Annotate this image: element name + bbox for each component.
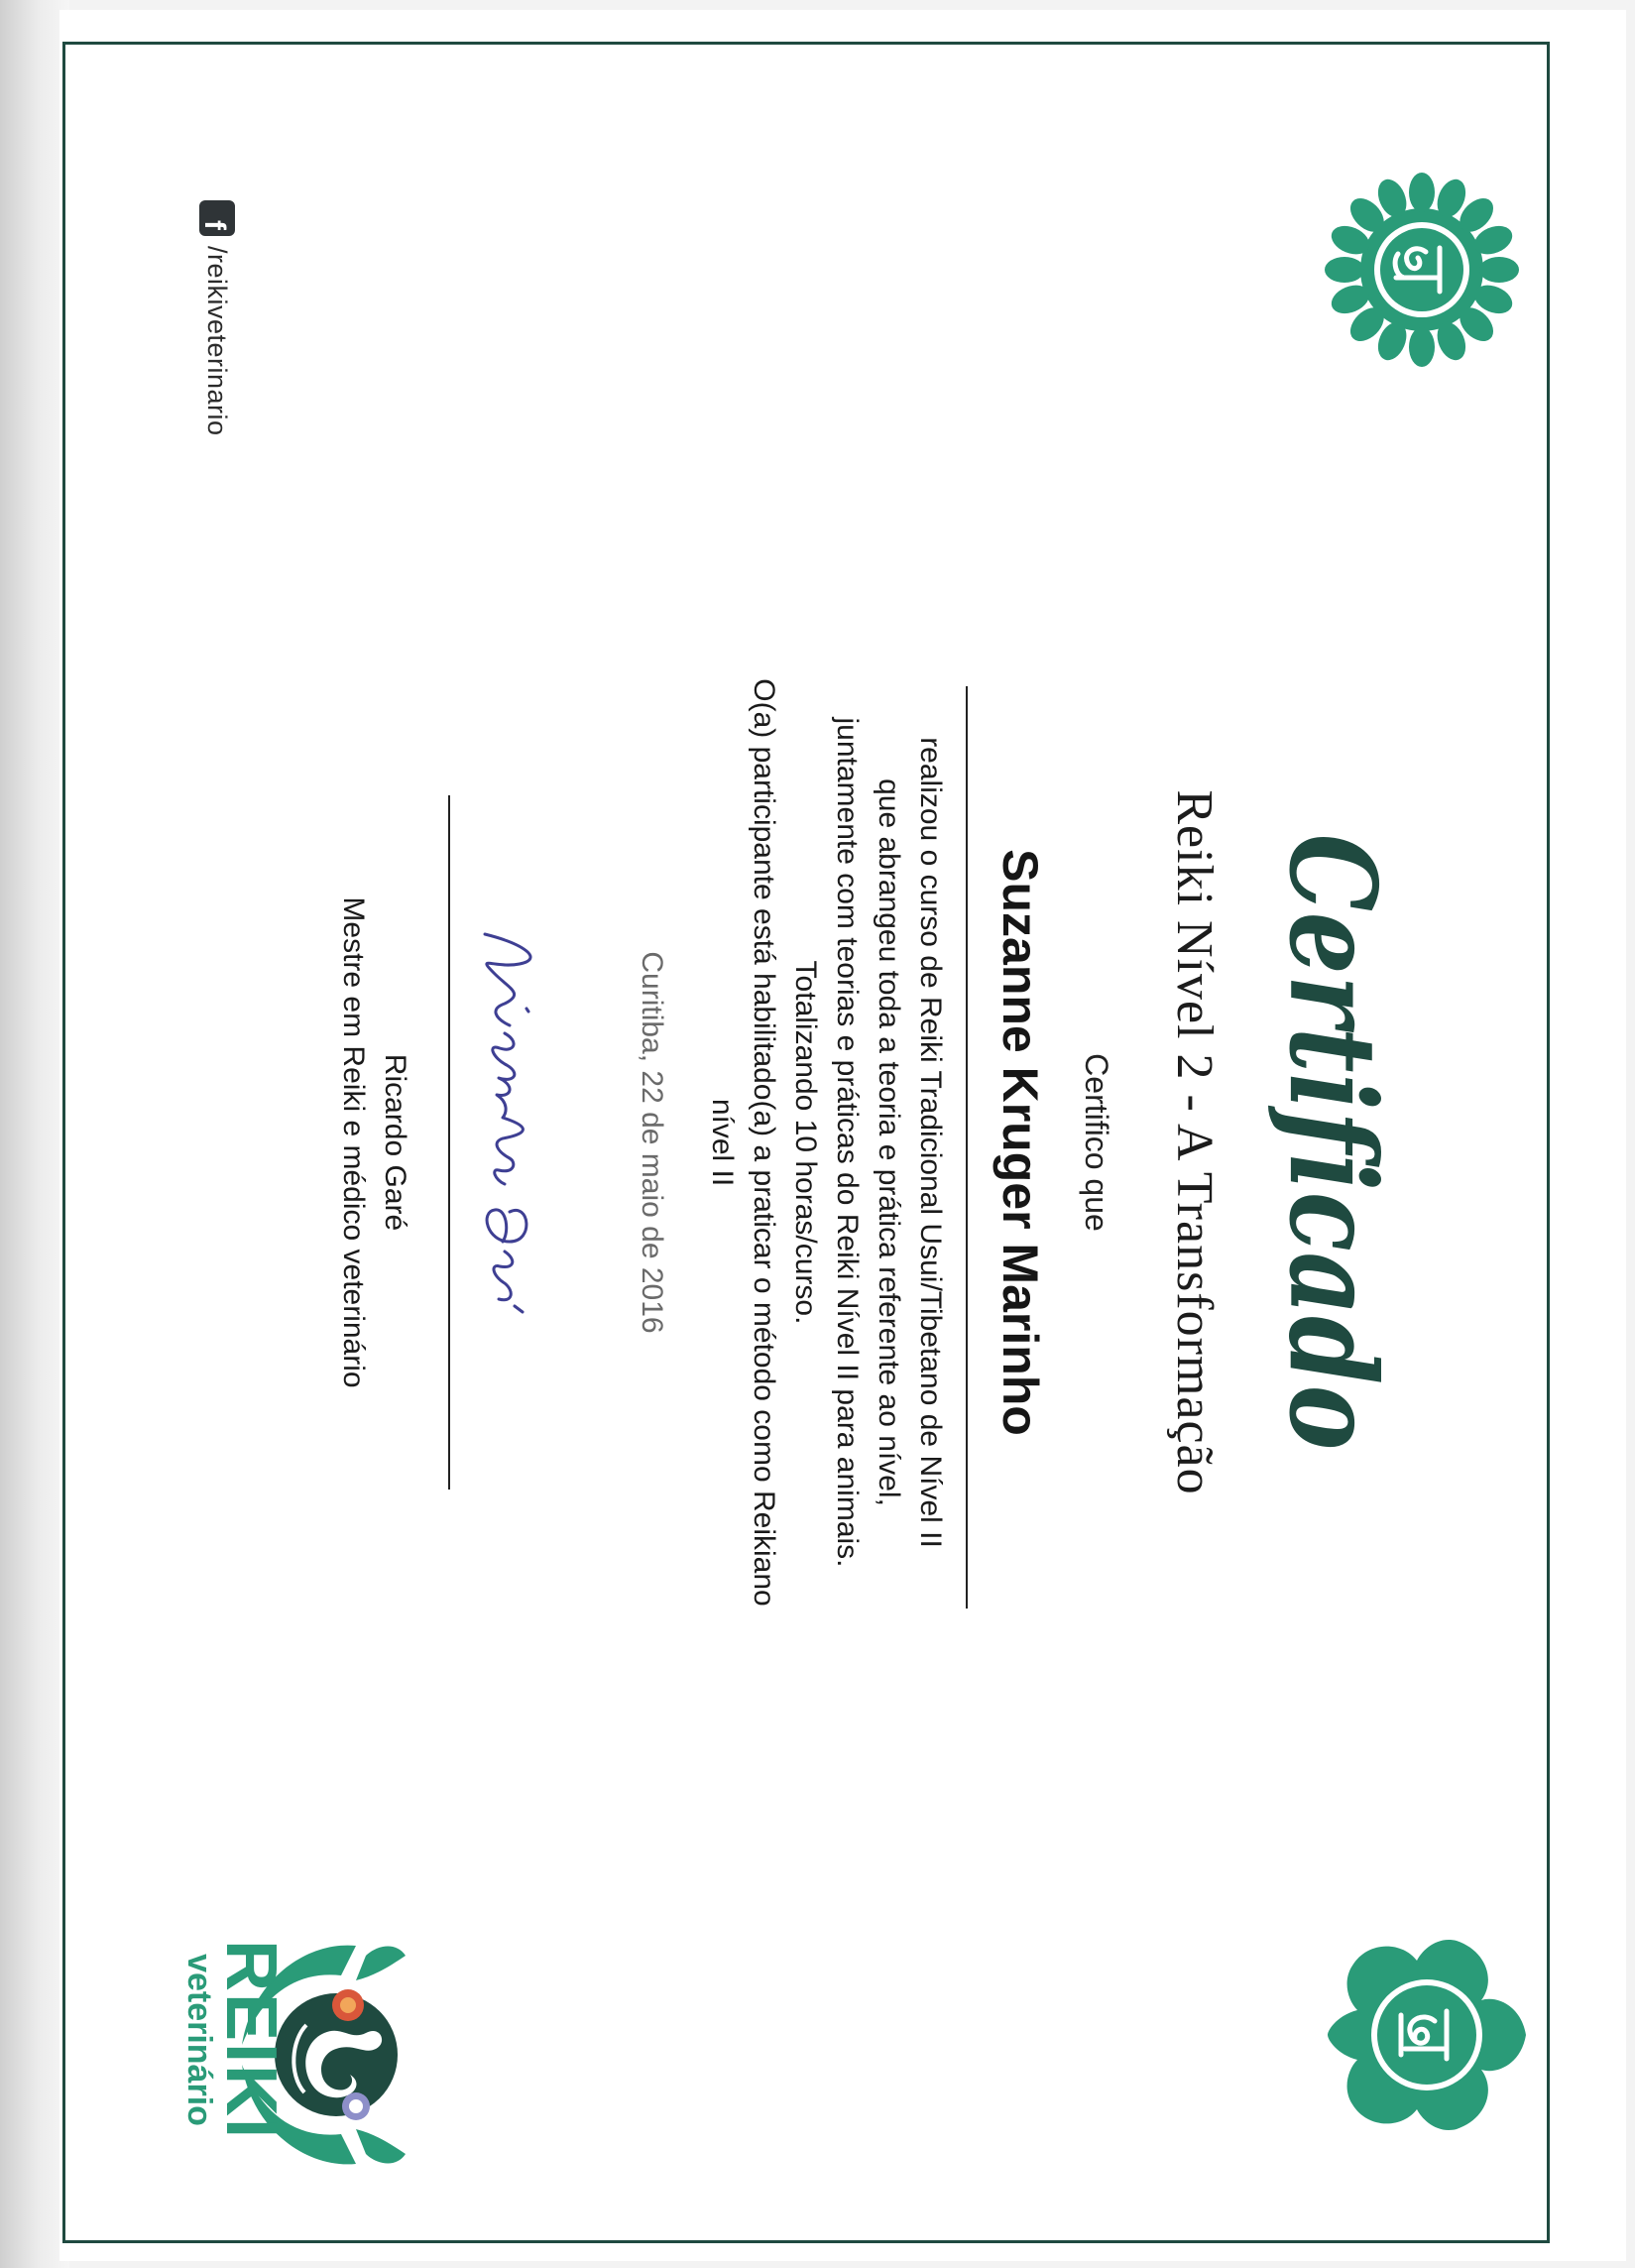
certificate-title: Certificado bbox=[1262, 833, 1402, 1452]
body-line: realizou o curso de Reiki Tradicional Usui/Tibetano de Nível II bbox=[914, 737, 947, 1548]
handwritten-signature bbox=[455, 914, 564, 1390]
signature-line bbox=[448, 795, 450, 1490]
facebook-link bbox=[197, 200, 237, 436]
certificate-body bbox=[701, 299, 951, 1985]
facebook-handle: /reikiveterinario bbox=[202, 246, 233, 436]
recipient-name: Suzanne Kruger Marinho bbox=[993, 849, 1048, 1436]
logo-brand-line1: REIKI bbox=[211, 1939, 291, 2141]
body-line: juntamente com teorias e práticas do Reiki Nível II para animais. bbox=[831, 717, 864, 1568]
certify-intro: Certifico que bbox=[1079, 1053, 1114, 1232]
signer-name: Ricardo Garé bbox=[379, 1053, 411, 1232]
logo-brand-line2: veterinário bbox=[180, 1954, 218, 2126]
certificate-subtitle: Reiki Nível 2 - A Transformação bbox=[1166, 789, 1223, 1495]
facebook-icon: f bbox=[199, 200, 235, 236]
certificate-date: Curitiba, 22 de maio de 2016 bbox=[636, 951, 668, 1334]
body-line: nível II bbox=[706, 1098, 739, 1187]
name-underline bbox=[966, 686, 968, 1609]
body-line: O(a) participante está habilitado(a) a praticar o método como Reikiano bbox=[748, 678, 780, 1607]
signer-block bbox=[332, 52, 415, 2233]
certificate bbox=[73, 52, 1541, 2233]
body-line: que abrangeu toda a teoria e prática referente ao nível, bbox=[873, 778, 905, 1506]
signer-title: Mestre em Reiki e médico veterinário bbox=[337, 896, 370, 1388]
body-line: Totalizando 10 horas/curso. bbox=[789, 960, 822, 1325]
